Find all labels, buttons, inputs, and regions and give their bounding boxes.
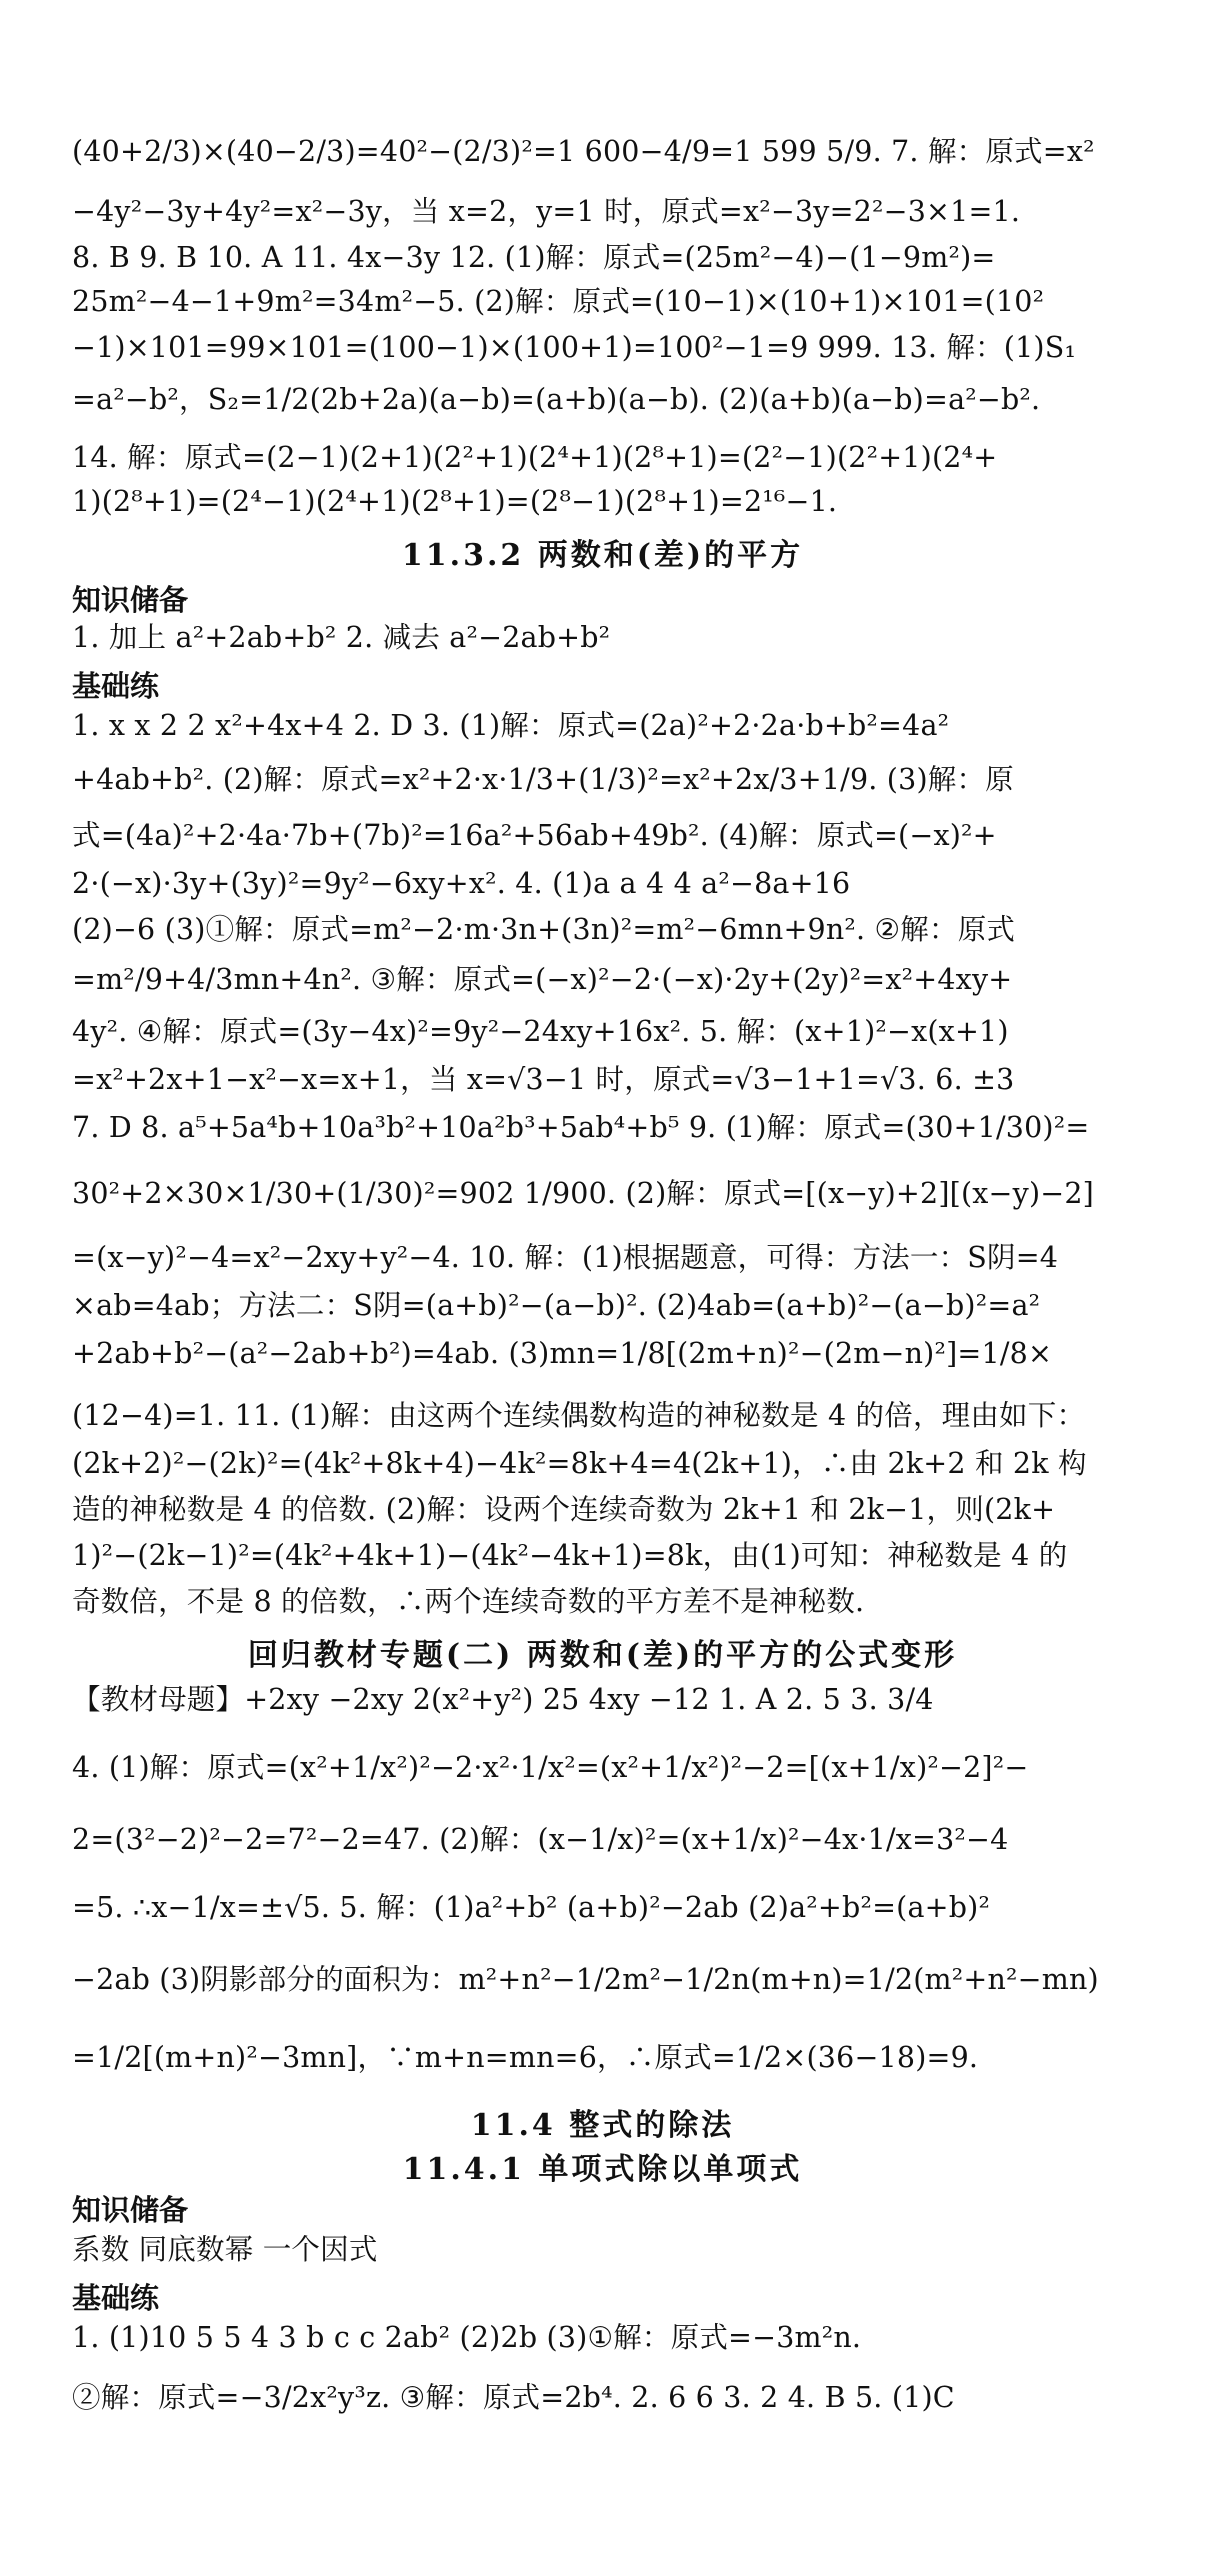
text-line: 4. (1)解：原式=(x²+1/x²)²−2·x²·1/x²=(x²+1/x²)²−2=[(x+1/x)²−2]²−	[72, 1751, 1029, 1784]
text-line: −2ab (3)阴影部分的面积为：m²+n²−1/2m²−1/2n(m+n)=1/2(m²+n²−mn)	[72, 1963, 1099, 1996]
text-line: 7. D 8. a⁵+5a⁴b+10a³b²+10a²b³+5ab⁴+b⁵ 9. (1)解：原式=(30+1/30)²=	[72, 1111, 1090, 1144]
text-line: 30²+2×30×1/30+(1/30)²=902 1/900. (2)解：原式=[(x−y)+2][(x−y)−2]	[72, 1177, 1094, 1210]
topic-title: 回归教材专题(二) 两数和(差)的平方的公式变形	[247, 1638, 958, 1673]
text-line: −4y²−3y+4y²=x²−3y，当 x=2，y=1 时，原式=x²−3y=2²−3×1=1.	[72, 195, 1021, 228]
text-line: 25m²−4−1+9m²=34m²−5. (2)解：原式=(10−1)×(10+1)×101=(10²	[72, 285, 1045, 318]
text-line: 14. 解：原式=(2−1)(2+1)(2²+1)(2⁴+1)(2⁸+1)=(2²−1)(2²+1)(2⁴+	[72, 441, 998, 474]
text-line: +2ab+b²−(a²−2ab+b²)=4ab. (3)mn=1/8[(2m+n)²−(2m−n)²]=1/8×	[72, 1337, 1053, 1370]
text-line: ×ab=4ab；方法二：S阴=(a+b)²−(a−b)². (2)4ab=(a+b)²−(a−b)²=a²	[72, 1289, 1041, 1322]
text-line: 【教材母题】+2xy −2xy 2(x²+y²) 25 4xy −12 1. A 2. 5 3. 3/4	[72, 1683, 934, 1716]
basic-heading: 基础练	[72, 669, 160, 703]
text-line: =x²+2x+1−x²−x=x+1，当 x=√3−1 时，原式=√3−1+1=√3. 6. ±3	[72, 1063, 1015, 1096]
text-line: (40+2/3)×(40−2/3)=40²−(2/3)²=1 600−4/9=1 599 5/9. 7. 解：原式=x²	[72, 135, 1095, 168]
text-line: 造的神秘数是 4 的倍数. (2)解：设两个连续奇数为 2k+1 和 2k−1，则(2k+	[72, 1493, 1056, 1526]
text-line: +4ab+b². (2)解：原式=x²+2·x·1/3+(1/3)²=x²+2x/3+1/9. (3)解：原	[72, 763, 1014, 796]
subsection-title: 11.4.1 单项式除以单项式	[402, 2152, 803, 2187]
text-line: =5. ∴x−1/x=±√5. 5. 解：(1)a²+b² (a+b)²−2ab (2)a²+b²=(a+b)²	[72, 1891, 991, 1924]
text-line: 8. B 9. B 10. A 11. 4x−3y 12. (1)解：原式=(25m²−4)−(1−9m²)=	[72, 241, 996, 274]
text-line: 1. (1)10 5 5 4 3 b c c 2ab² (2)2b (3)①解：原式=−3m²n.	[72, 2321, 862, 2354]
text-line: =a²−b²，S₂=1/2(2b+2a)(a−b)=(a+b)(a−b). (2)(a+b)(a−b)=a²−b².	[72, 383, 1041, 416]
text-line: 1)²−(2k−1)²=(4k²+4k+1)−(4k²−4k+1)=8k，由(1)可知：神秘数是 4 的	[72, 1539, 1068, 1572]
text-line: =(x−y)²−4=x²−2xy+y²−4. 10. 解：(1)根据题意，可得：方法一：S阴=4	[72, 1241, 1059, 1274]
text-line: (2k+2)²−(2k)²=(4k²+8k+4)−4k²=8k+4=4(2k+1)，∴由 2k+2 和 2k 构	[72, 1447, 1087, 1480]
section-title: 11.3.2 两数和(差)的平方	[401, 538, 804, 573]
text-line: (2)−6 (3)①解：原式=m²−2·m·3n+(3n)²=m²−6mn+9n². ②解：原式	[72, 913, 1016, 946]
text-line: 2·(−x)·3y+(3y)²=9y²−6xy+x². 4. (1)a a 4 4 a²−8a+16	[72, 867, 851, 900]
knowledge-line: 1. 加上 a²+2ab+b² 2. 减去 a²−2ab+b²	[72, 621, 611, 654]
section-title: 11.4 整式的除法	[470, 2108, 735, 2143]
text-line: 1. x x 2 2 x²+4x+4 2. D 3. (1)解：原式=(2a)²+2·2a·b+b²=4a²	[72, 709, 950, 742]
text-line: 2=(3²−2)²−2=7²−2=47. (2)解：(x−1/x)²=(x+1/x)²−4x·1/x=3²−4	[72, 1823, 1009, 1856]
knowledge-heading: 知识储备	[72, 2193, 189, 2227]
text-line: =1/2[(m+n)²−3mn]，∵m+n=mn=6，∴原式=1/2×(36−18)=9.	[72, 2041, 979, 2074]
knowledge-line: 系数 同底数幂 一个因式	[72, 2233, 378, 2266]
text-line: −1)×101=99×101=(100−1)×(100+1)=100²−1=9 999. 13. 解：(1)S₁	[72, 331, 1077, 364]
text-line: (12−4)=1. 11. (1)解：由这两个连续偶数构造的神秘数是 4 的倍，理由如下：	[72, 1399, 1086, 1432]
text-line: 式=(4a)²+2·4a·7b+(7b)²=16a²+56ab+49b². (4)解：原式=(−x)²+	[72, 819, 997, 852]
knowledge-heading: 知识储备	[72, 583, 189, 617]
text-line: 4y². ④解：原式=(3y−4x)²=9y²−24xy+16x². 5. 解：(x+1)²−x(x+1)	[72, 1015, 1009, 1048]
text-line: ②解：原式=−3/2x²y³z. ③解：原式=2b⁴. 2. 6 6 3. 2 4. B 5. (1)C	[72, 2381, 955, 2414]
text-line: 奇数倍，不是 8 的倍数，∴两个连续奇数的平方差不是神秘数.	[72, 1585, 865, 1618]
text-line: 1)(2⁸+1)=(2⁴−1)(2⁴+1)(2⁸+1)=(2⁸−1)(2⁸+1)=2¹⁶−1.	[72, 485, 838, 518]
text-line: =m²/9+4/3mn+4n². ③解：原式=(−x)²−2·(−x)·2y+(2y)²=x²+4xy+	[72, 963, 1013, 996]
basic-heading: 基础练	[72, 2281, 160, 2315]
